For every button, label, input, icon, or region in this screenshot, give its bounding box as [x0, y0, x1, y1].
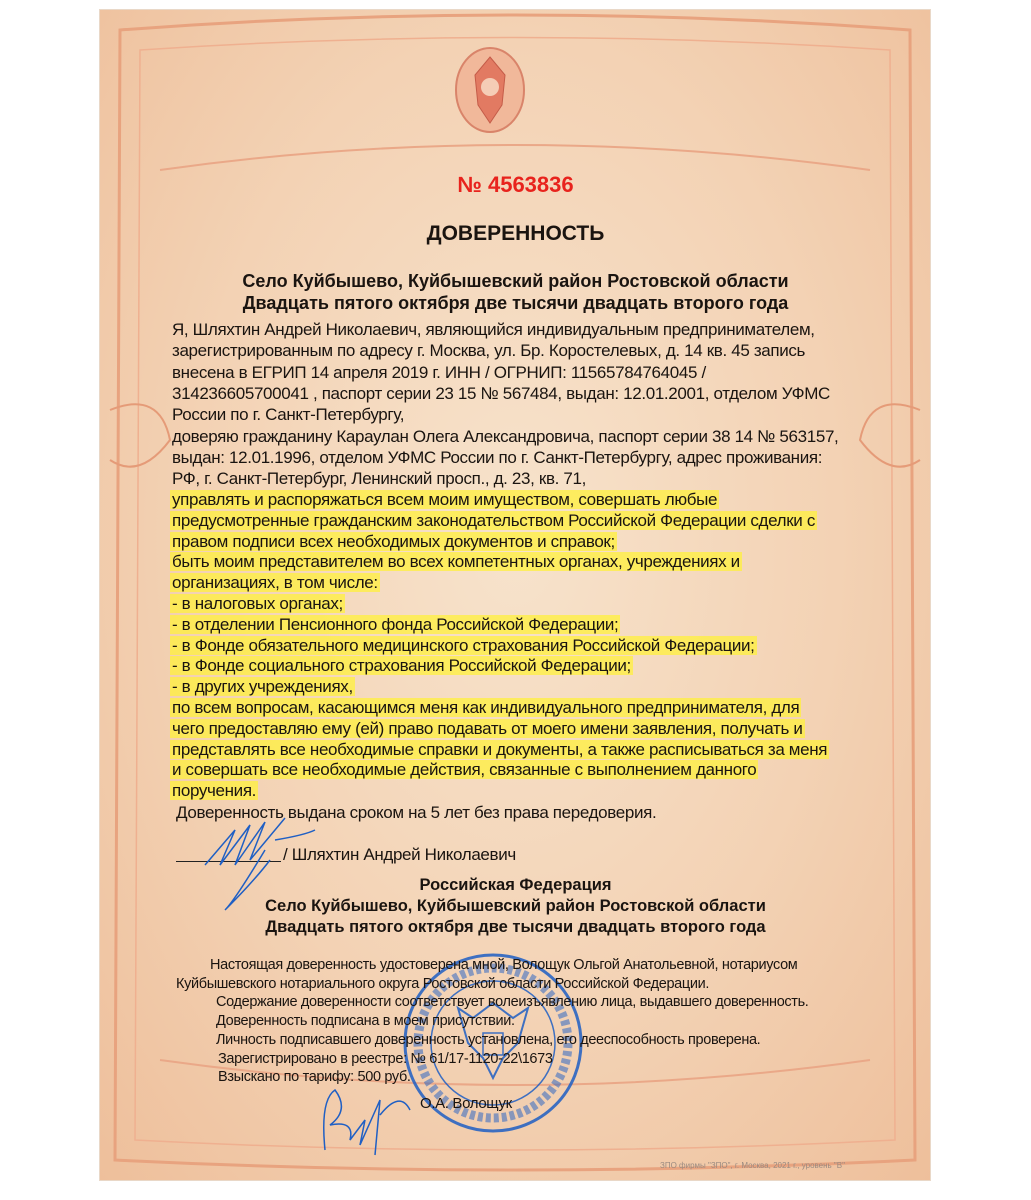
power-line: организациях, в том числе: [172, 573, 378, 593]
notary-line: Взыскано по тарифу: 500 руб. [218, 1069, 411, 1086]
body-line: 314236605700041 , паспорт серии 23 15 № 567484, выдан: 12.01.2001, отделом УФМС [172, 383, 830, 403]
document-number: № 4563836 [457, 172, 574, 197]
body-line: выдан: 12.01.1996, отделом УФМС России по г. Санкт-Петербургу, адрес проживания: [172, 447, 823, 467]
power-line: по всем вопросам, касающимся меня как индивидуального предпринимателя, для [172, 698, 800, 717]
power-line: представлять все необходимые справки и документы, а также расписываться за меня [172, 739, 828, 759]
body-line: зарегистрированным по адресу г. Москва, ул. Бр. Коростелевых, д. 14 кв. 45 запись [172, 341, 806, 361]
place-line: Село Куйбышево, Куйбышевский район Ростовской области [242, 271, 789, 291]
notary-date: Двадцать пятого октября две тысячи двадцать второго года [265, 918, 766, 936]
coat-of-arms-emblem [450, 45, 530, 135]
power-line: - в Фонде обязательного медицинского страхования Российской Федерации; [172, 635, 755, 655]
power-line: чего предоставляю ему (ей) право подавать от моего имени заявления, получать и [172, 718, 803, 738]
power-line: и совершать все необходимые действия, связанные с выполнением данного [172, 760, 757, 780]
notary-line: Зарегистрировано в реестре: № 61/17-1120-22\1673 [218, 1050, 553, 1067]
body-line: внесена в ЕГРИП 14 апреля 2019 г. ИНН / ОГРНИП: 11565784764045 / [172, 362, 706, 382]
notary-place: Село Куйбышево, Куйбышевский район Ростовской области [265, 897, 766, 915]
date-line: Двадцать пятого октября две тысячи двадцать второго года [242, 293, 789, 313]
power-line: быть моим представителем во всех компетентных органах, учреждениях и [172, 552, 740, 572]
body-line: России по г. Санкт-Петербургу, [172, 405, 405, 425]
body-line: Я, Шляхтин Андрей Николаевич, являющийся индивидуальным предпринимателем, [172, 320, 815, 339]
notary-line: Содержание доверенности соответствует волеизъявлению лица, выдавшего доверенность. [216, 994, 809, 1011]
notary-signature [310, 1070, 420, 1160]
power-line: - в Фонде социального страхования Российской Федерации; [172, 656, 631, 676]
notary-line: Доверенность подписана в моем присутствии. [216, 1013, 515, 1030]
notary-line: Куйбышевского нотариального округа Ростовской области Российской Федерации. [176, 975, 710, 992]
power-line: предусмотренные гражданским законодательством Российской Федерации сделки с [172, 510, 815, 530]
document-title: ДОВЕРЕННОСТЬ [426, 222, 605, 245]
principal-name: / Шляхтин Андрей Николаевич [283, 845, 516, 864]
notary-line: Личность подписавшего доверенность установлена, его дееспособность проверена. [216, 1031, 761, 1048]
form-footer: ЗПО фирмы "ЗПО", г. Москва, 2021 г., уровень "В" [660, 1161, 845, 1170]
notary-line: Настоящая доверенность удостоверена мной, Волощук Ольгой Анатольевной, нотариусом [210, 957, 798, 973]
body-line: доверяю гражданину Караулан Олега Александровича, паспорт серии 38 14 № 563157, [172, 426, 839, 446]
power-line: правом подписи всех необходимых документов и справок; [172, 531, 615, 551]
body-line: РФ, г. Санкт-Петербург, Ленинский просп., д. 23, кв. 71, [172, 469, 586, 489]
term-text: Доверенность выдана сроком на 5 лет без права передоверия. [176, 803, 657, 822]
power-line: управлять и распоряжаться всем моим имуществом, совершать любые [172, 490, 718, 509]
power-line: - в отделении Пенсионного фонда Российской Федерации; [172, 614, 619, 634]
notary-name: О.А. Волощук [420, 1095, 512, 1112]
notary-country: Российская Федерация [419, 876, 612, 894]
power-line: - в других учреждениях, [172, 677, 353, 697]
power-line: поручения. [172, 781, 257, 801]
principal-signature [195, 810, 335, 920]
power-line: - в налоговых органах; [172, 594, 343, 613]
